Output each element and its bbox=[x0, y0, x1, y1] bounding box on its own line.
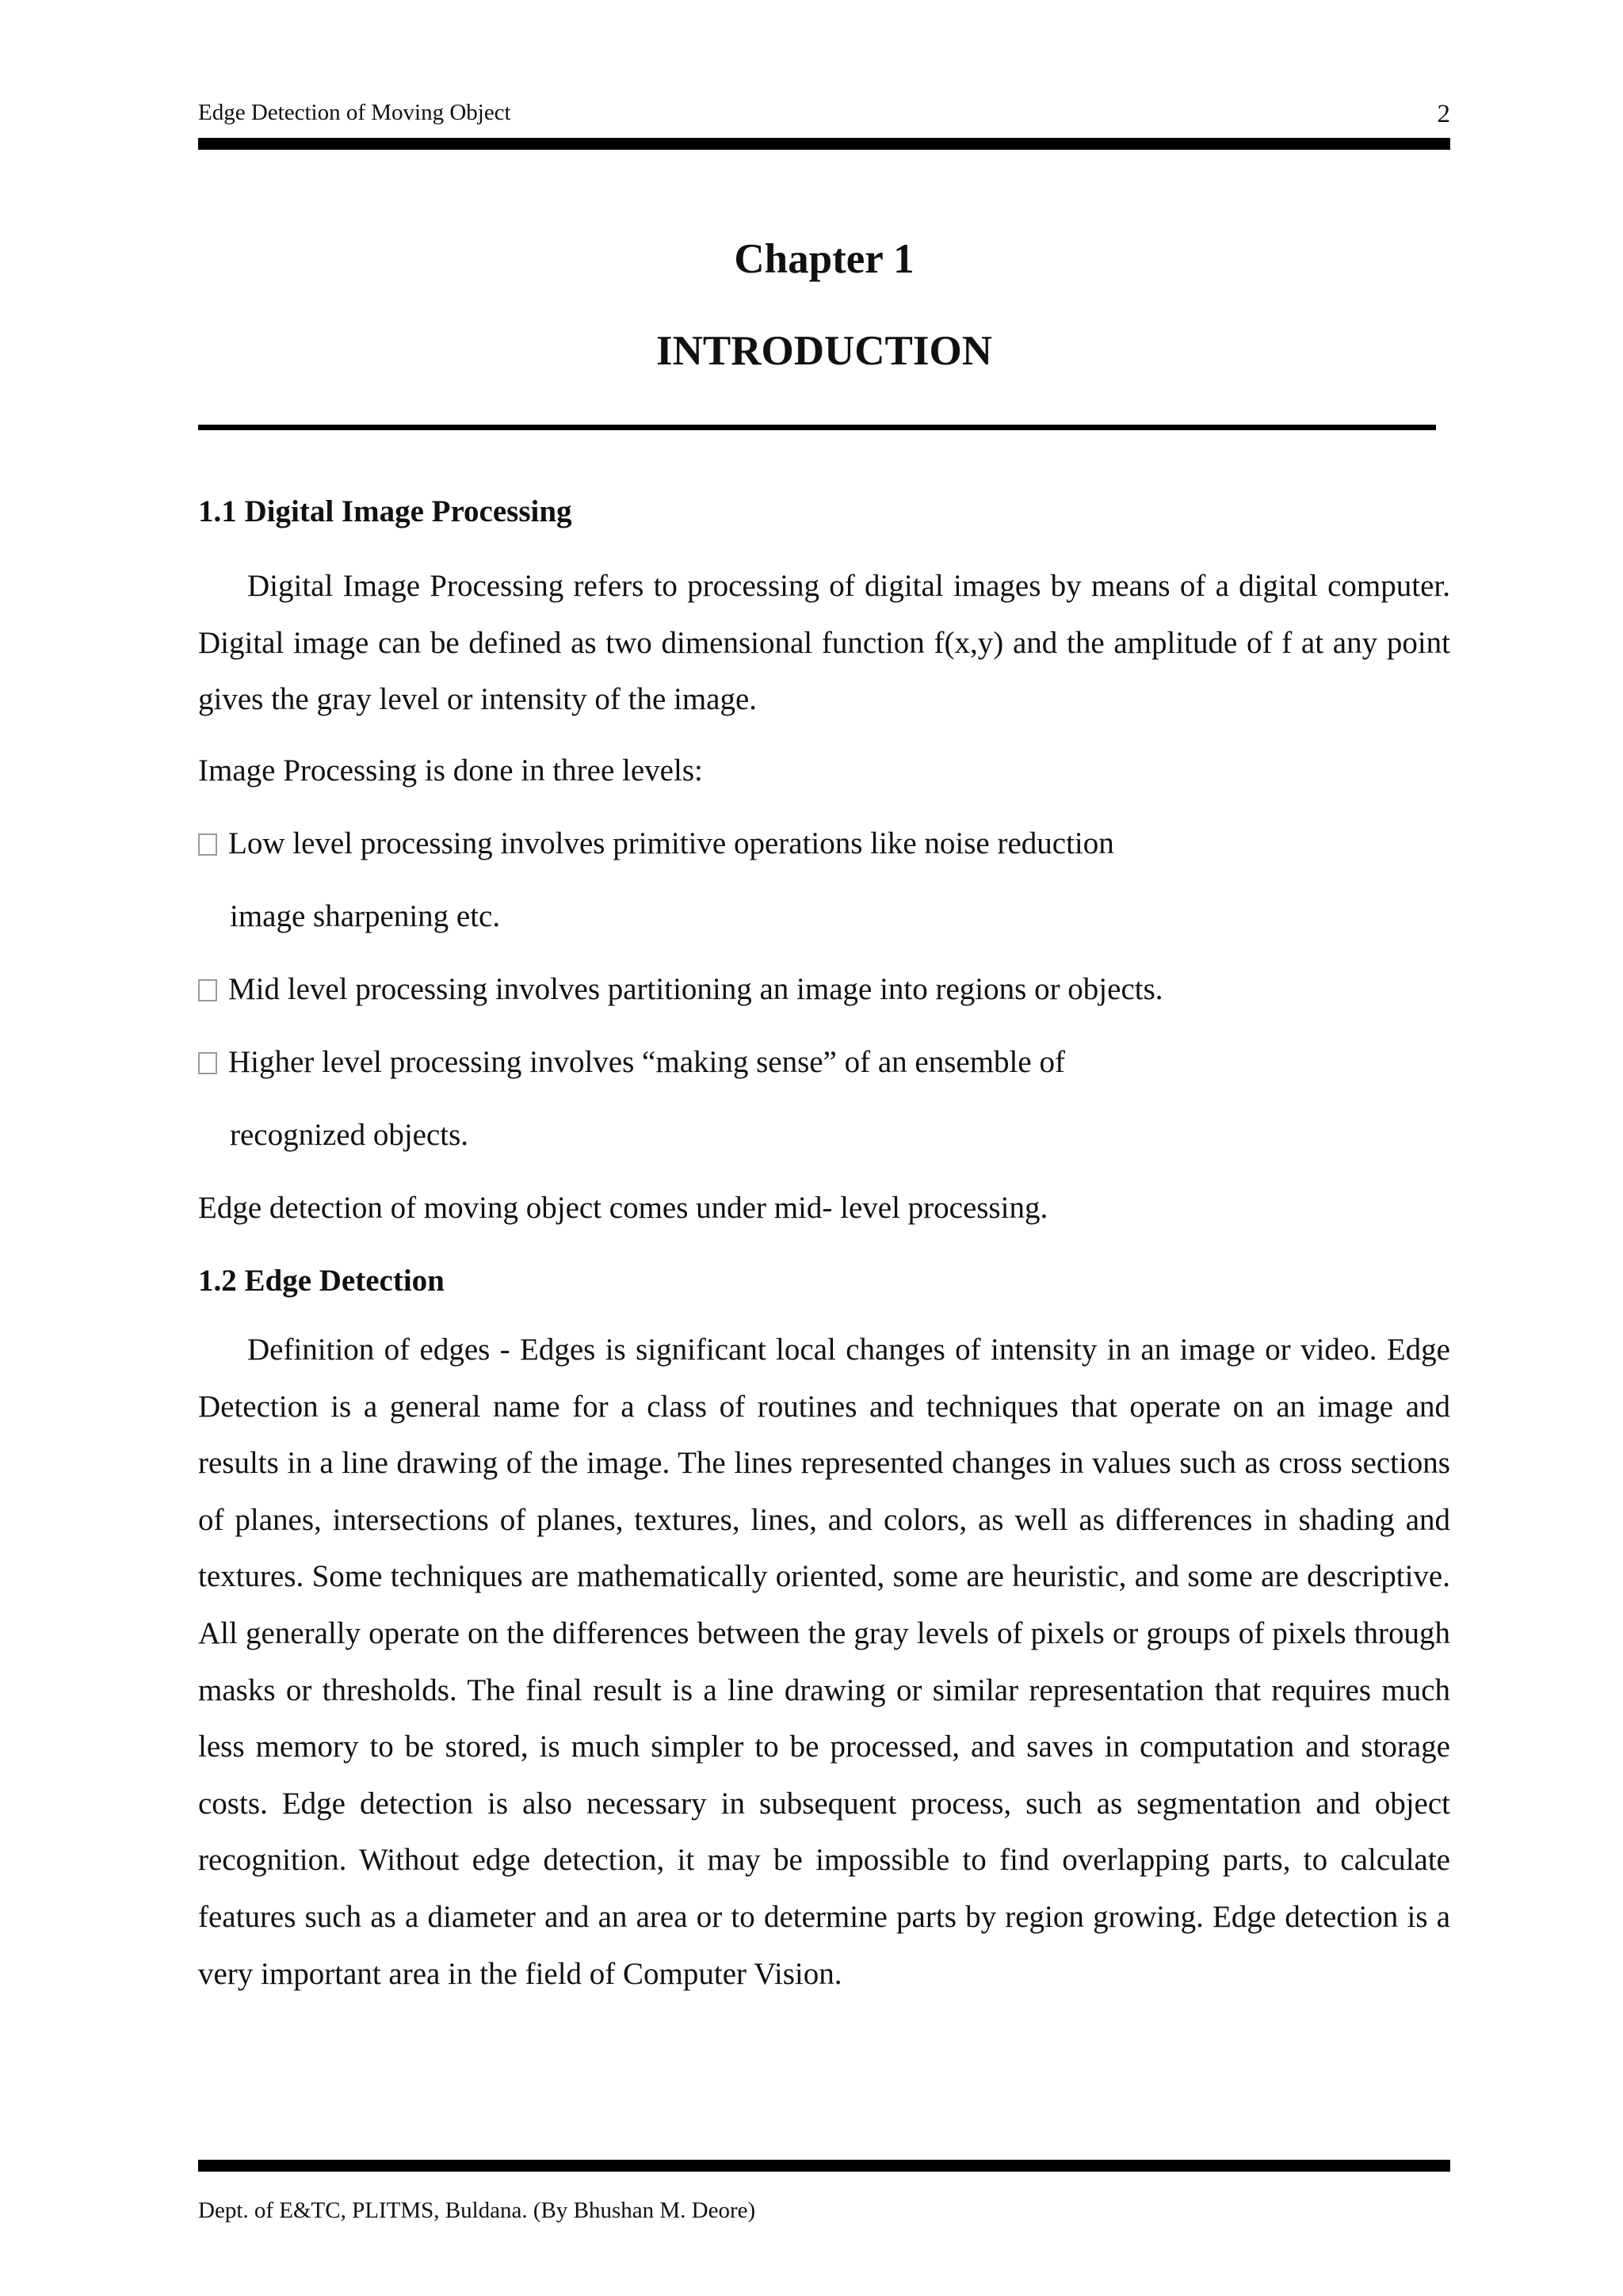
bullet-box-icon bbox=[198, 979, 217, 1001]
list-item-continuation: image sharpening etc. bbox=[230, 899, 501, 933]
paragraph-digital-image-processing: Digital Image Processing refers to processing of digital images by means of a digital computer. Digital image can be defined as two dimensional function f(x,y) and the amplitude of f at any point gives the gray level or intensity of the image. bbox=[198, 569, 1450, 717]
page-number: 2 bbox=[1437, 100, 1450, 128]
list-item-mid-level bbox=[198, 970, 1163, 1009]
chapter-title: INTRODUCTION bbox=[655, 328, 993, 374]
list-item-text: Higher level processing involves “making sense” of an ensemble of bbox=[228, 1045, 1065, 1079]
list-item-continuation: recognized objects. bbox=[230, 1118, 469, 1152]
conclusion-line: Edge detection of moving object comes under mid- level processing. bbox=[198, 1191, 1048, 1225]
bullet-box-icon bbox=[198, 833, 217, 856]
chapter-rule bbox=[198, 425, 1436, 430]
chapter-label: Chapter 1 bbox=[734, 236, 915, 282]
paragraph-edge-detection: Definition of edges - Edges is significant local changes of intensity in an image or video. Edge Detection is a general name for a class of routines and techniques that operate on an image and results in a line drawing of the image. The lines represented changes in values such as cross sections of planes, intersections of planes, textures, lines, and colors, as well as differences in shading and textures. Some techniques are mathematically oriented, some are heuristic, and some are descriptive. All generally operate on the differences between the gray levels of pixels or groups of pixels through masks or thresholds. The final result is a line drawing or similar representation that requires much less memory to be stored, is much simpler to be processed, and saves in computation and storage costs. Edge detection is also necessary in subsequent process, such as segmentation and object recognition. Without edge detection, it may be impossible to find overlapping parts, to calculate features such as a diameter and an area or to determine parts by region growing. Edge detection is a very important area in the field of Computer Vision. bbox=[198, 1333, 1450, 1991]
section-heading-1-2: 1.2 Edge Detection bbox=[198, 1264, 445, 1298]
header-rule bbox=[198, 138, 1450, 150]
list-item-low-level bbox=[198, 824, 1114, 864]
footer-text: Dept. of E&TC, PLITMS, Buldana. (By Bhushan M. Deore) bbox=[198, 2198, 756, 2223]
bullet-box-icon bbox=[198, 1052, 217, 1074]
levels-intro: Image Processing is done in three levels: bbox=[198, 753, 703, 788]
running-title: Edge Detection of Moving Object bbox=[198, 100, 511, 125]
footer-rule bbox=[198, 2160, 1450, 2172]
list-item-text: Mid level processing involves partitioning an image into regions or objects. bbox=[228, 972, 1163, 1006]
list-item-text: Low level processing involves primitive operations like noise reduction bbox=[228, 826, 1114, 860]
list-item-higher-level bbox=[198, 1043, 1065, 1082]
section-heading-1-1: 1.1 Digital Image Processing bbox=[198, 494, 572, 528]
